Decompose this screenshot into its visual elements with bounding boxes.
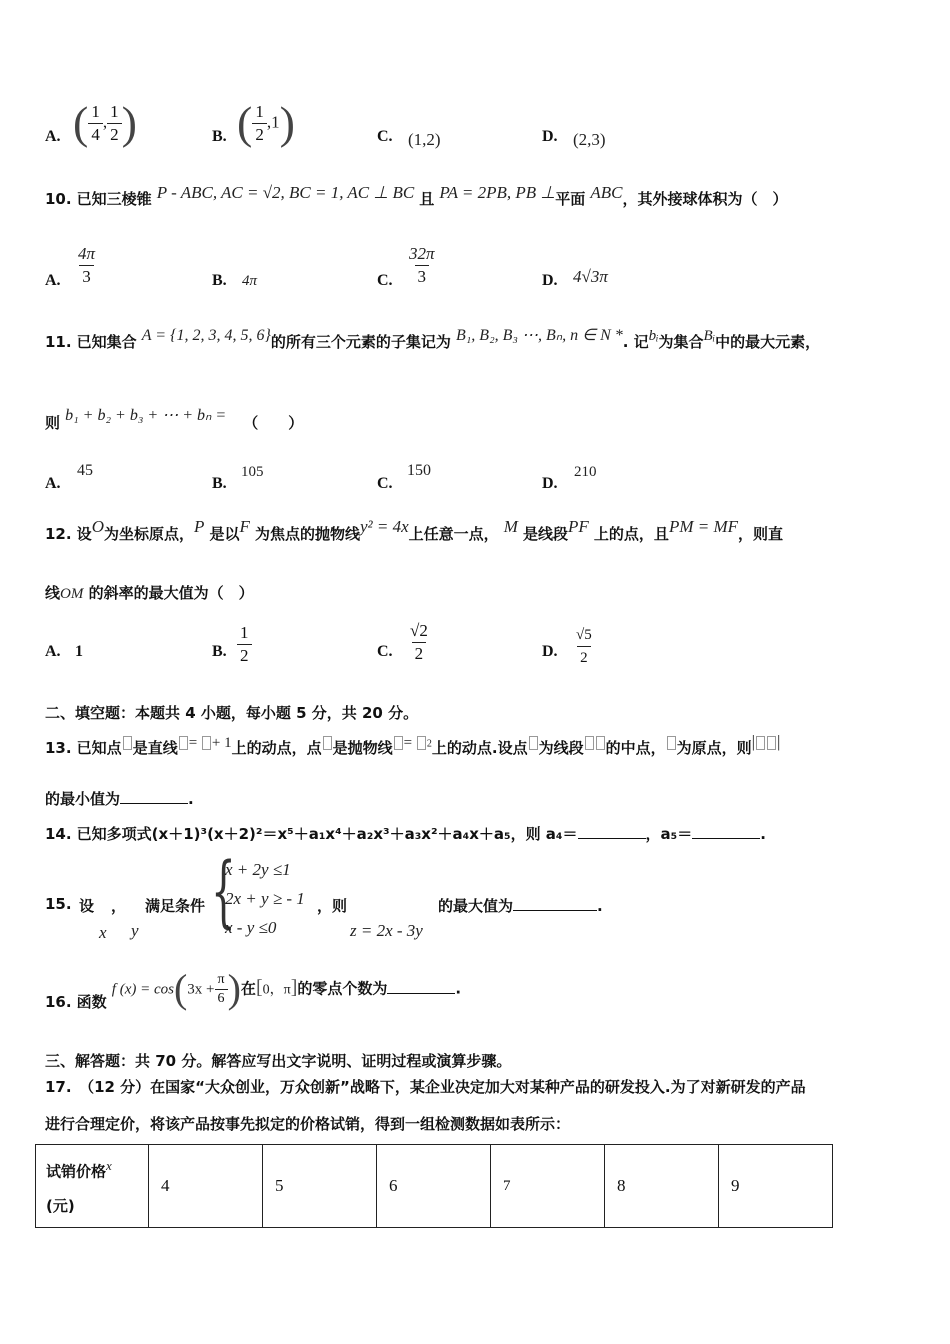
q12-option-d[interactable] (573, 624, 595, 669)
missing-glyph-icon (667, 736, 676, 750)
q12-line2-t2: 的斜率的最大值为（ ） (83, 584, 254, 602)
q12-b-den: 2 (237, 644, 252, 667)
q15-t2: 满足条件 (145, 897, 206, 915)
q15-c1: x + 2y ≤1 (225, 860, 291, 879)
q11-text1: 已知集合 (76, 333, 137, 351)
q10-text4: ，其外接球体积为（ ） (622, 190, 788, 208)
q10-option-a-label: A. (45, 272, 61, 289)
q15-stem (45, 847, 745, 946)
missing-glyph-icon (123, 736, 132, 750)
q12-t2: 为坐标原点， (103, 525, 194, 543)
q10-option-d[interactable]: 4√3π (573, 267, 608, 286)
missing-glyph-icon (529, 736, 538, 750)
q11-math4: Bᵢ (703, 328, 716, 344)
q11-text3: . 记 (622, 333, 649, 351)
q10-option-c-label: C. (377, 272, 393, 289)
q16-end: . (455, 979, 462, 998)
q9-b-tail: ,1 (266, 112, 280, 132)
q13-t4: 是抛物线 (332, 739, 393, 757)
q12-b-num: 1 (240, 623, 249, 642)
q11-option-a[interactable]: 45 (77, 462, 93, 479)
q11-options (45, 460, 745, 500)
q13-m2: = (403, 735, 416, 751)
q10-number: 10. (45, 190, 72, 208)
table-cell: 7 (491, 1145, 605, 1228)
q15-tail (438, 895, 603, 916)
q11-math3: bᵢ (648, 328, 659, 344)
table-header-cell (36, 1145, 149, 1228)
table-cell: 8 (605, 1145, 719, 1228)
q16-interval: 0，π (262, 982, 291, 998)
q10-option-a[interactable] (75, 243, 98, 288)
q12-option-b-label: B. (212, 643, 227, 660)
q13-t1: 已知点 (76, 739, 122, 757)
q15-expr: z = 2x - 3y (350, 921, 423, 940)
q13-number: 13. (45, 739, 72, 757)
q9-option-d[interactable]: (2,3) (573, 130, 606, 149)
table-cell: 9 (719, 1145, 833, 1228)
q10-option-c[interactable] (406, 243, 438, 288)
q12-t3: 是以 (209, 525, 240, 543)
q11-option-d[interactable]: 210 (574, 464, 597, 480)
q11-option-c[interactable]: 150 (407, 462, 431, 479)
q10-text2: 且 (419, 190, 435, 208)
q11-math2: B₁, B₂, B₃ ⋯, Bₙ, n ∈ N * (455, 327, 623, 344)
q12-t7: 上的点，且 (593, 525, 669, 543)
missing-glyph-icon (202, 736, 211, 750)
missing-glyph-icon (323, 736, 332, 750)
q10-math2: PA = 2PB, PB ⊥ (439, 183, 556, 202)
table-header-line1: 试销价格 (46, 1162, 107, 1181)
q12-m3: F (239, 517, 250, 536)
q11-stem (45, 327, 821, 352)
q17-line1: 17. （12 分）在国家“大众创业，万众创新”战略下，某企业决定加大对某种产品的研发投入.为了对新研发的产品 (45, 1078, 806, 1096)
q13-m2b: 2 (426, 738, 432, 750)
q16-pi-den: 6 (215, 989, 228, 1008)
q14-text: 已知多项式(x＋1)³(x＋2)²＝x⁵＋a₁x⁴＋a₂x³＋a₃x²＋a₄x＋a₅，则 a₄＝ (76, 825, 578, 843)
q10-stem (45, 183, 788, 209)
table-cell: 4 (149, 1145, 263, 1228)
q14-end: . (760, 825, 766, 843)
table-row (36, 1145, 833, 1228)
section2-heading: 二、填空题：本题共 4 小题，每小题 5 分，共 20 分。 (45, 704, 419, 722)
q13-t6: 为线段 (538, 739, 584, 757)
q12-line2 (45, 582, 254, 603)
q11-line2 (45, 404, 304, 432)
q10-option-d-label: D. (542, 272, 558, 289)
q15-end: . (597, 897, 603, 915)
q13-answer-blank[interactable] (120, 789, 188, 804)
q10-option-b[interactable]: 4π (242, 273, 258, 289)
q12-m1: O (91, 517, 104, 536)
section3-heading: 三、解答题：共 70 分。解答应写出文字说明、证明过程或演算步骤。 (45, 1052, 512, 1070)
missing-glyph-icon (417, 736, 426, 750)
q10-a-den: 3 (79, 265, 94, 288)
q9-b-den: 2 (252, 123, 267, 146)
q16-number: 16. (45, 992, 72, 1011)
q9-option-b[interactable]: ( $\frac{1}{2}$ ,1) (237, 97, 295, 148)
q11-option-b[interactable]: 105 (241, 464, 264, 480)
q13-t8: 为原点，则 (676, 739, 752, 757)
q12-line2-m1: OM (60, 586, 84, 602)
q15-brace: { (211, 847, 236, 937)
q10-a-num: 4π (78, 244, 96, 263)
q12-option-b[interactable] (237, 622, 252, 667)
q10-options (45, 243, 745, 293)
q14-a5-blank[interactable] (692, 824, 760, 839)
q12-m2: P (193, 517, 205, 536)
q9-option-a-label: A. (45, 128, 61, 145)
q11-option-a-label: A. (45, 475, 61, 492)
q15-t3: ，则 (317, 897, 348, 915)
q15-c3: x - y ≤0 (225, 918, 277, 937)
q9-option-c-label: C. (377, 128, 393, 145)
q13-line2-end: . (188, 790, 194, 808)
price-table (35, 1144, 833, 1228)
q15-answer-blank[interactable] (513, 896, 597, 911)
q13-t5: 上的动点.设点 (431, 739, 528, 757)
q12-c-num: √2 (410, 621, 428, 640)
q13-t7: 的中点， (605, 739, 666, 757)
q10-c-den: 3 (415, 265, 430, 288)
q9-a-num1: 1 (91, 101, 100, 121)
q11-line2-tail: （ ） (243, 414, 304, 432)
q11-line2-math: b₁ + b₂ + b₃ + ⋯ + bₙ = (65, 407, 227, 424)
q12-m4: y² = 4x (359, 517, 409, 536)
q15-c2: 2x + y ≥ - 1 (225, 889, 305, 908)
q9-option-b-label: B. (212, 128, 227, 145)
q13-m1b: + 1 (211, 735, 232, 751)
q13-t2: 是直线 (132, 739, 178, 757)
q10-text3: 平面 (555, 190, 586, 208)
q12-option-a-label: A. (45, 643, 61, 660)
missing-glyph-icon (756, 736, 765, 750)
q12-m6: PF (568, 517, 589, 536)
q13-t3: 上的动点，点 (231, 739, 322, 757)
q15-y: y (131, 921, 139, 940)
q13-line2 (45, 788, 194, 809)
q11-number: 11. (45, 333, 72, 351)
missing-glyph-icon (179, 736, 188, 750)
q9-b-num: 1 (255, 101, 264, 121)
missing-glyph-icon (394, 736, 403, 750)
q12-option-c-label: C. (377, 643, 393, 660)
q16-f: f (x) = cos (111, 981, 174, 998)
missing-glyph-icon (596, 736, 605, 750)
q12-number: 12. (45, 525, 72, 543)
q11-line2-text: 则 (45, 414, 61, 432)
q16-t2: 在 (240, 979, 256, 998)
q9-option-c[interactable]: (1,2) (408, 130, 441, 149)
q15-t4: 的最大值为 (438, 897, 514, 915)
q11-option-b-label: B. (212, 475, 227, 492)
q11-text5: 中的最大元素， (715, 333, 821, 351)
q14-stem (45, 823, 766, 844)
q16-t1: 函数 (76, 992, 107, 1011)
q16-inner: 3x + (187, 981, 215, 998)
q12-t4: 为焦点的抛物线 (254, 525, 360, 543)
q16-stem: 16. 函数 f (x) = cos(3x + $\frac{\pi}{6}$ )在[0，π]的零点个数为 . (45, 966, 462, 1011)
q14-number: 14. (45, 825, 72, 843)
q12-option-d-label: D. (542, 643, 558, 660)
q9-option-a[interactable]: ( $\frac{1}{4}$ , $\frac{1}{2}$ ) (73, 97, 137, 148)
q12-option-a[interactable]: 1 (75, 643, 83, 660)
q12-options (45, 620, 745, 670)
q12-stem (45, 517, 784, 544)
q14-a4-blank[interactable] (578, 824, 646, 839)
q12-option-c[interactable] (407, 620, 431, 665)
q12-line2-t1: 线 (45, 584, 61, 602)
q11-option-d-label: D. (542, 475, 558, 492)
table-cell: 6 (377, 1145, 491, 1228)
q12-t5: 上任意一点， (408, 525, 499, 543)
q9-a-den2: 2 (107, 123, 122, 146)
q17-line2: 进行合理定价，将该产品按事先拟定的价格试销，得到一组检测数据如表所示： (45, 1115, 571, 1133)
q16-answer-blank[interactable] (387, 979, 455, 994)
q10-c-num: 32π (409, 244, 435, 263)
q15-t1: 设 (79, 897, 95, 915)
q13-line2-text: 的最小值为 (45, 790, 121, 808)
q10-math1: P - ABC, AC = √2, BC = 1, AC ⊥ BC (156, 183, 415, 202)
missing-glyph-icon (585, 736, 594, 750)
q11-text2: 的所有三个元素的子集记为 (270, 333, 451, 351)
q12-m7: PM = MF (668, 517, 738, 536)
q16-pi-num: π (217, 971, 225, 987)
q15-sep: ， (111, 897, 127, 915)
q15-x: x (99, 923, 107, 942)
q12-t8: ，则直 (738, 525, 784, 543)
q13-stem: 13. 已知点 是直线 = + 1上的动点，点 是抛物线 = $^2$上的动点.设点 为线段 的中点， 为原点，则| | (45, 732, 781, 757)
q12-d-num: √5 (576, 627, 592, 643)
q9-a-num2: 1 (110, 101, 119, 121)
table-header-var: x (106, 1158, 112, 1174)
q10-text1: 已知三棱锥 (76, 190, 152, 208)
q12-d-den: 2 (577, 646, 591, 669)
q12-t6: 是线段 (523, 525, 569, 543)
table-header-line2: (元) (46, 1196, 75, 1215)
q15-number: 15. (45, 895, 72, 913)
q16-t3: 的零点个数为 (297, 979, 388, 998)
q9-option-d-label: D. (542, 128, 558, 145)
q13-m1: = (188, 735, 201, 751)
missing-glyph-icon (767, 736, 776, 750)
q12-t1: 设 (76, 525, 92, 543)
q11-math1: A = {1, 2, 3, 4, 5, 6} (141, 327, 271, 344)
q9-a-den1: 4 (88, 123, 103, 146)
q11-option-c-label: C. (377, 475, 393, 492)
table-cell: 5 (263, 1145, 377, 1228)
q12-c-den: 2 (412, 642, 427, 665)
q12-m5: M (503, 517, 518, 536)
q10-math3: ABC (590, 183, 623, 202)
q10-option-b-label: B. (212, 272, 227, 289)
q11-text4: 为集合 (658, 333, 704, 351)
q14-mid: ，a₅＝ (645, 825, 693, 843)
